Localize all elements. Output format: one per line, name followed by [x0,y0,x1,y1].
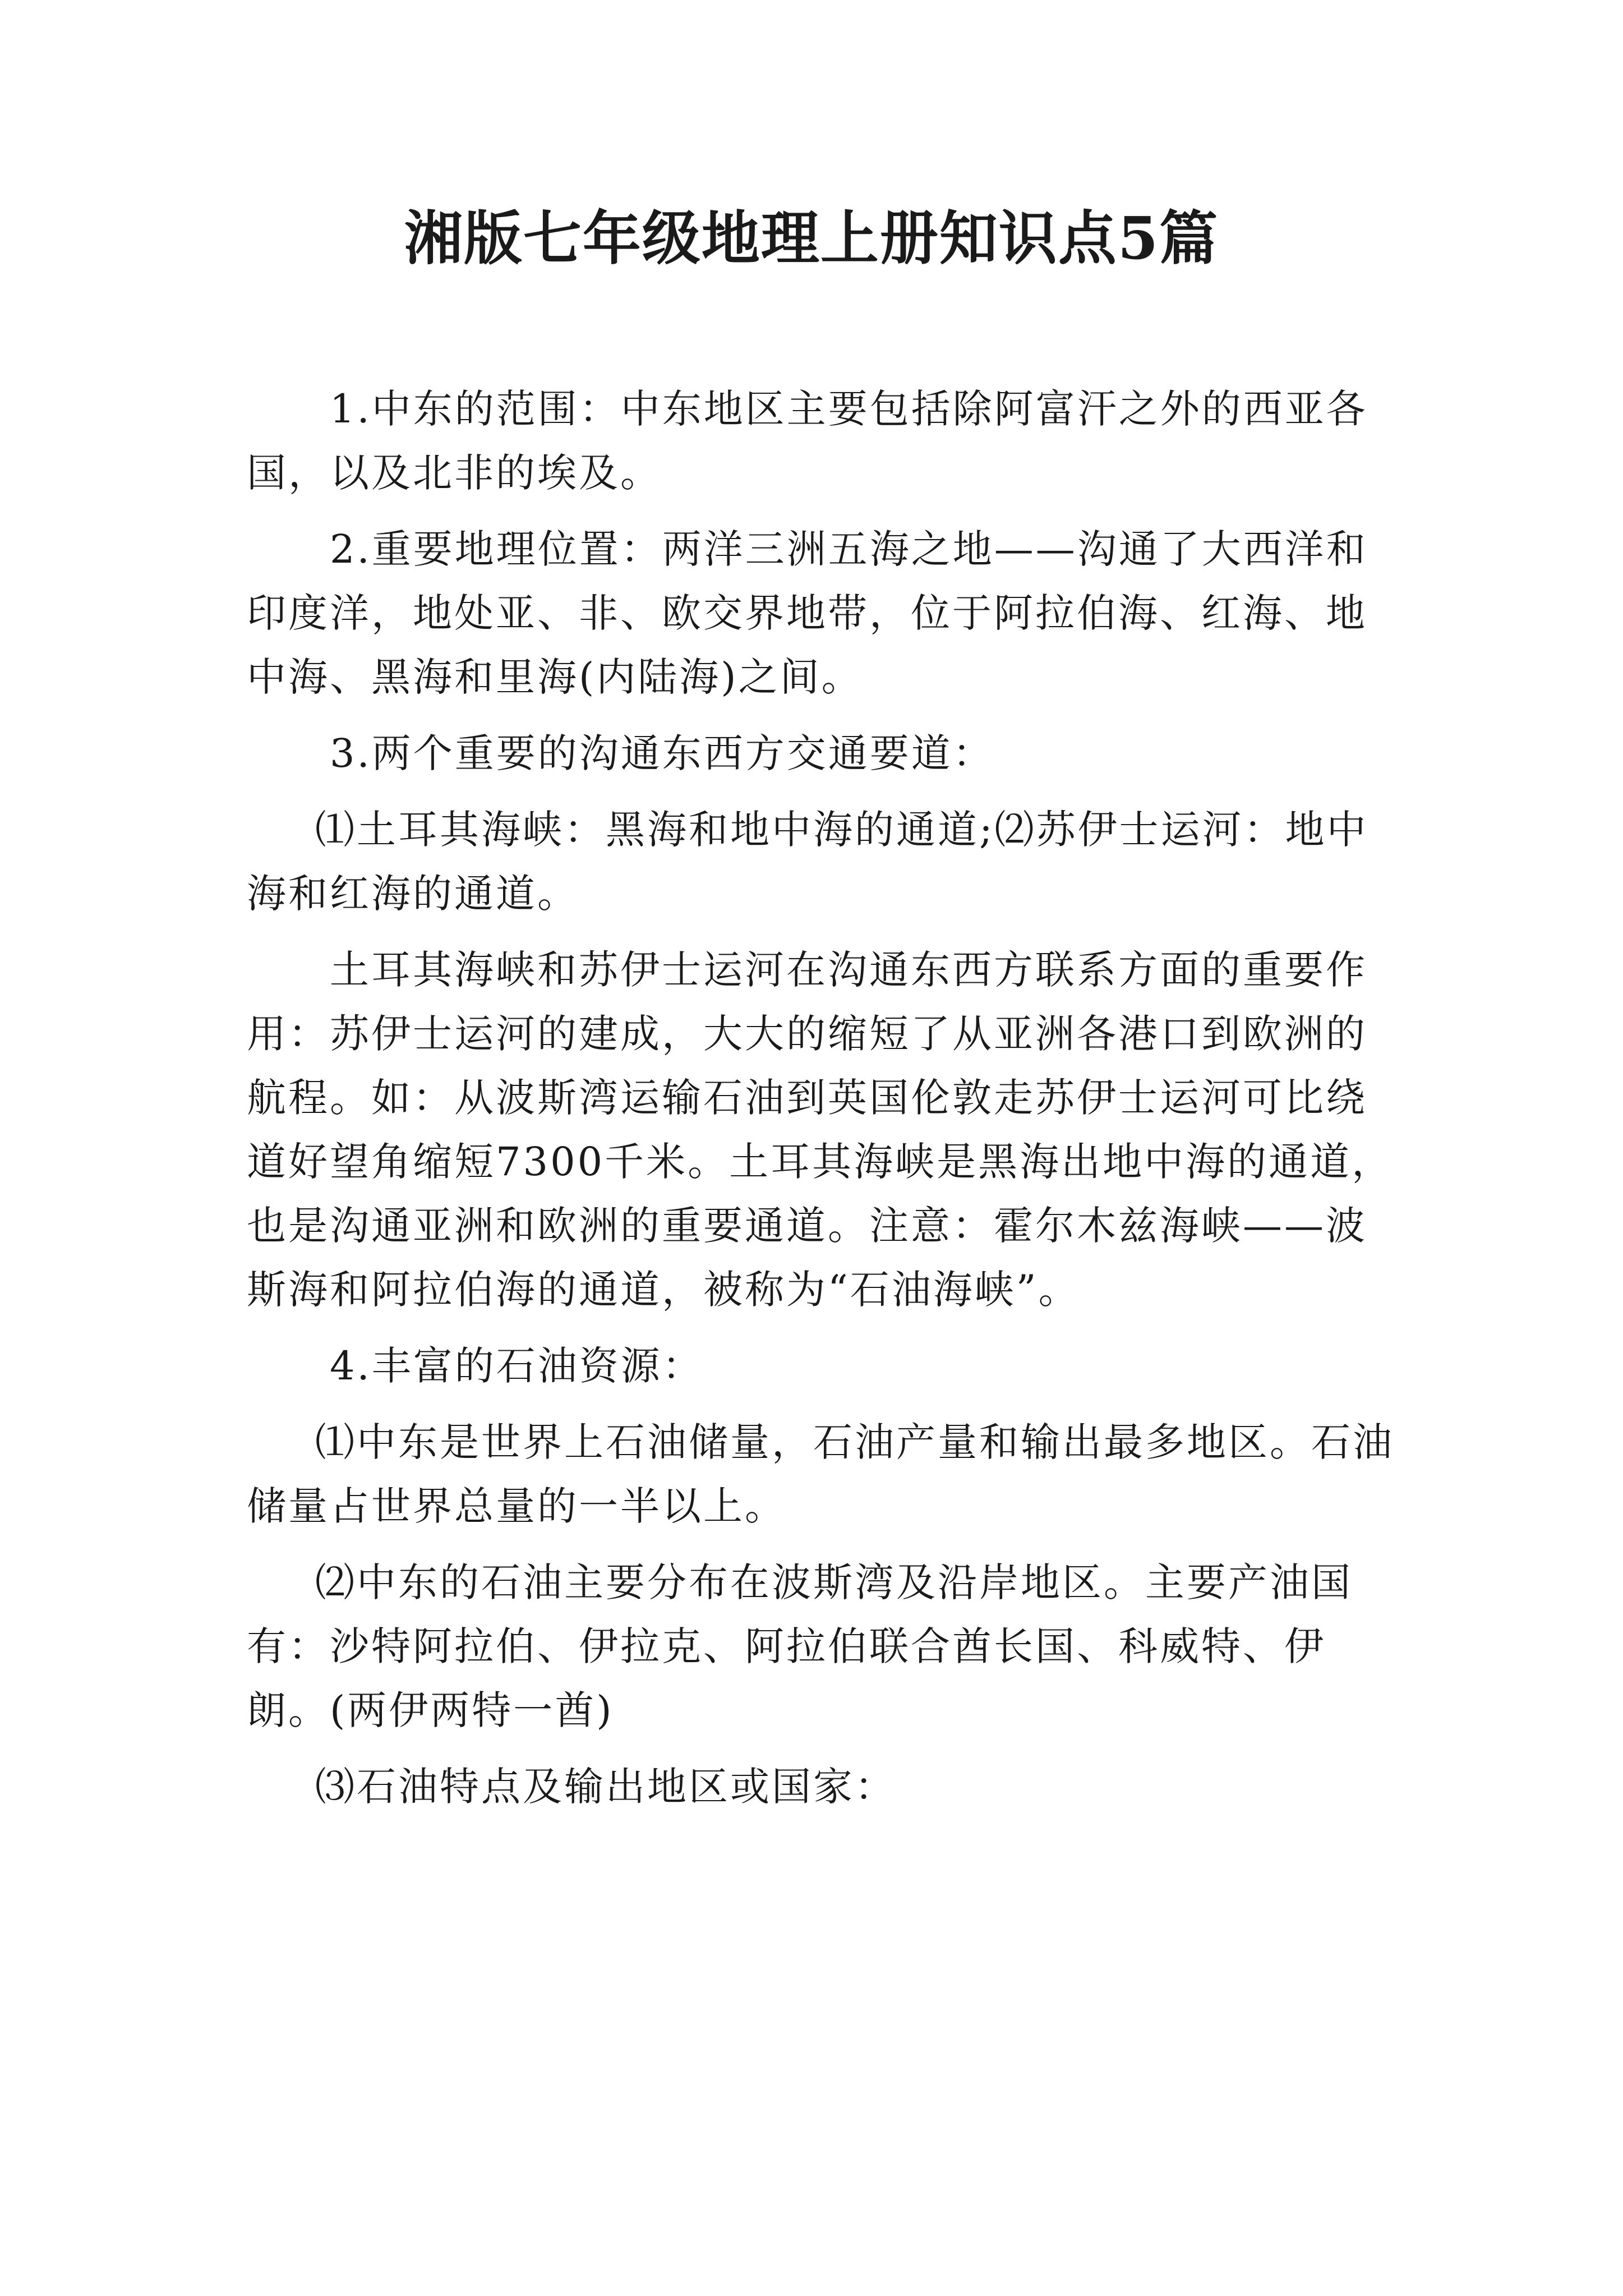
paragraph-oil-reserves: ⑴中东是世界上石油储量，石油产量和输出最多地区。石油储量占世界总量的一半以上。 [247,1419,1394,1529]
paragraph-oil-export: ⑶石油特点及输出地区或国家： [315,1764,896,1810]
document-body [247,377,1402,1831]
paragraph-straits-and-canal: ⑴土耳其海峡：黑海和地中海的通道;⑵苏伊士运河：地中海和红海的通道。 [247,807,1368,917]
paragraph-routes-importance: 土耳其海峡和苏伊士运河在沟通东西方联系方面的重要作用：苏伊士运河的建成，大大的缩短了从亚洲各港口到欧洲的航程。如：从波斯湾运输石油到英国伦敦走苏伊士运河可比绕道好望角缩短7300千米。土耳其海峡是黑海出地中海的通道，也是沟通亚洲和欧洲的重要通道。注意：霍尔木兹海峡——波斯海和阿拉伯海的通道，被称为“石油海峡”。 [247,947,1394,1313]
paragraph-oil-distribution: ⑵中东的石油主要分布在波斯湾及沿岸地区。主要产油国有：沙特阿拉伯、伊拉克、阿拉伯联合酋长国、科威特、伊朗。(两伊两特一酋) [247,1559,1353,1733]
paragraph-geographic-location: 2.重要地理位置：两洋三洲五海之地——沟通了大西洋和印度洋，地处亚、非、欧交界地带，位于阿拉伯海、红海、地中海、黑海和里海(内陆海)之间。 [247,526,1368,700]
page-title: 湘版七年级地理上册知识点5篇 [404,204,1219,273]
paragraph-oil-resources-heading: 4.丰富的石油资源： [330,1343,704,1389]
paragraph-trade-routes-heading: 3.两个重要的沟通东西方交通要道： [330,730,994,776]
paragraph-middle-east-scope: 1.中东的范围：中东地区主要包括除阿富汗之外的西亚各国，以及北非的埃及。 [247,386,1368,496]
